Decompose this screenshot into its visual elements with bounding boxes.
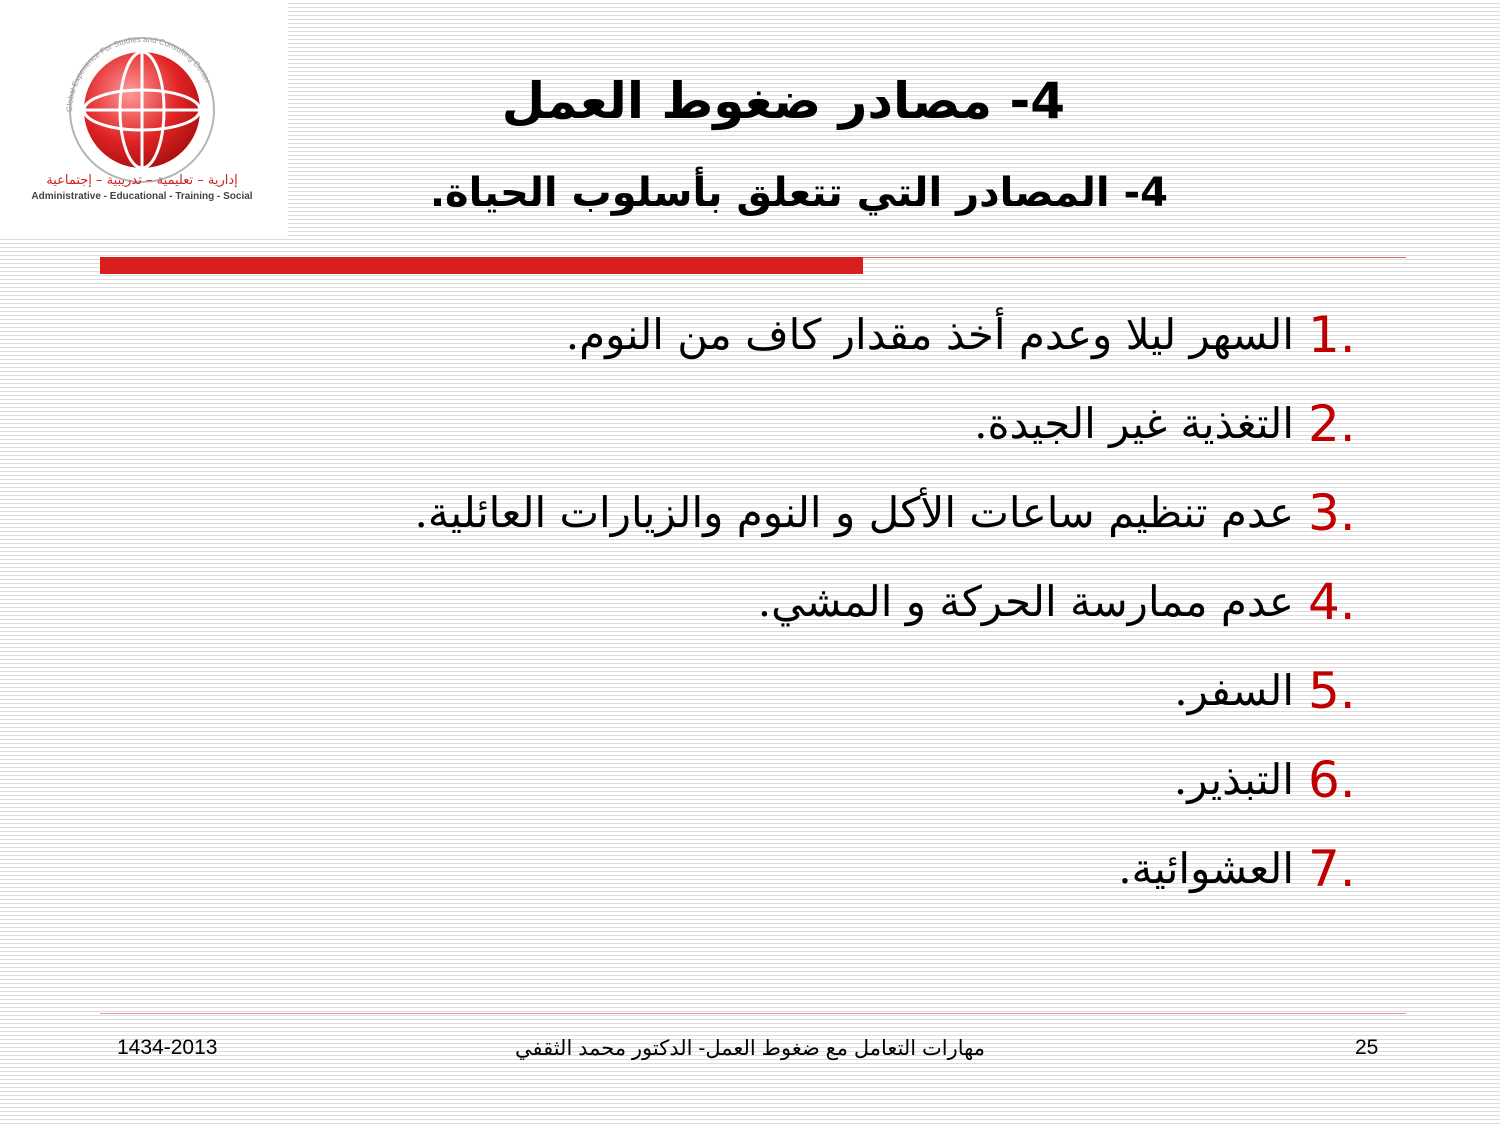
page-number: 25 xyxy=(1355,1036,1379,1059)
sources-list xyxy=(240,290,1400,913)
list-item-text: التغذية غير الجيدة. xyxy=(974,399,1294,448)
list-item-number: 3. xyxy=(1308,483,1356,542)
list-item-text: العشوائية. xyxy=(1118,844,1294,893)
list-item-number: 5. xyxy=(1308,661,1356,720)
list-item xyxy=(240,379,1400,468)
list-item xyxy=(240,646,1400,735)
list-item xyxy=(240,824,1400,913)
logo-panel xyxy=(0,0,288,236)
footer-caption: مهارات التعامل مع ضغوط العمل- الدكتور محمد الثقفي xyxy=(514,1037,986,1060)
list-item xyxy=(240,557,1400,646)
list-item-number: 6. xyxy=(1308,750,1356,809)
list-item-text: السفر. xyxy=(1174,666,1294,715)
list-item-text: عدم ممارسة الحركة و المشي. xyxy=(757,577,1294,626)
list-item-number: 1. xyxy=(1308,305,1356,364)
slide-title: 4- مصادر ضغوط العمل xyxy=(501,72,1065,130)
list-item xyxy=(240,290,1400,379)
footer-divider xyxy=(100,1013,1406,1014)
list-item-text: التبذير. xyxy=(1173,755,1294,804)
title-divider-thin xyxy=(863,257,1406,258)
logo-arabic-tagline: إدارية – تعليمية – تدريبية – إجتماعية xyxy=(46,173,238,188)
list-item-number: 2. xyxy=(1308,394,1356,453)
globe-logo-icon xyxy=(0,0,288,236)
list-item xyxy=(240,735,1400,824)
list-item-text: عدم تنظيم ساعات الأكل و النوم والزيارات العائلية. xyxy=(414,488,1294,537)
title-divider-red xyxy=(100,257,863,274)
list-item-text: السهر ليلا وعدم أخذ مقدار كاف من النوم. xyxy=(565,310,1294,359)
logo-ring-text: Global Experience For Studies and Consulting Center xyxy=(64,34,213,113)
slide-subtitle: 4- المصادر التي تتعلق بأسلوب الحياة. xyxy=(429,170,1168,216)
list-item xyxy=(240,468,1400,557)
logo-english-tagline: Administrative - Educational - Training - Social xyxy=(31,191,253,202)
footer-date: 1434-2013 xyxy=(117,1036,218,1059)
list-item-number: 4. xyxy=(1308,572,1356,631)
list-item-number: 7. xyxy=(1308,839,1356,898)
